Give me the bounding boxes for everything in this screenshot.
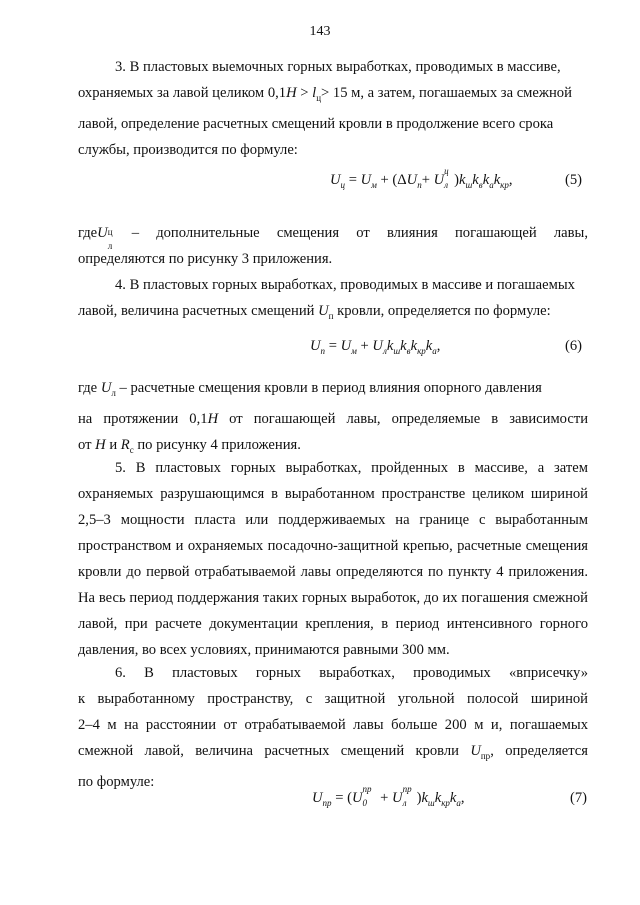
paragraph-6 [78,660,588,795]
paragraph-5 [78,455,588,663]
p3-line-2: охраняемых за лавой целиком $0,1H > l_ц> 15$ м, а затем, погашаемых за смежной [78,85,572,103]
p3-line-3: лавой, определение расчетных смещений кровли в продолжение всего срока [78,115,554,132]
where-clause-5 [78,220,588,272]
p6-line-1: 6. В пластовых горных выработках, проводимых «вприсечку» [115,665,588,681]
p3-line-4: службы, производится по формуле: [78,141,298,158]
p5-line-5: кровли до первой отрабатываемой лавы определяются по пункту 4 приложения. [78,564,588,580]
p5-line-6: На весь период поддержания таких горных выработок, до их погашения смежной [78,590,588,606]
w5-line-1: где U ц л – дополнительные смещения от влияния погашающей лавы, [78,225,588,251]
formula-5: $U_ц = U_м + (\Delta U_п+ U$ ц л )$k_шk_вk_ak_{кр}$, [330,166,513,190]
p6-line-5: по формуле: [78,773,155,790]
paragraph-4 [78,272,588,329]
p5-line-1: 5. В пластовых горных выработках, пройденных в массиве, а затем [115,460,588,476]
formula-6-number: (6) [565,338,583,354]
where-clause-6 [78,375,588,463]
w6-line-1: где $U_л$ – расчетные смещения кровли в период влияния опорного давления [78,380,542,398]
p5-line-3: 2,5–3 мощности пласта или поддерживаемых на границе с выработанным [78,512,588,528]
w6-line-3: от H и $R_c$ по рисунку 4 приложения. [78,436,301,455]
w6-line-2: на протяжении 0,1H от погашающей лавы, определяемые в зависимости [78,410,589,427]
paragraph-3 [78,54,588,163]
p6-line-2: к выработанному пространству, с защитной угольной полосой шириной [78,691,588,707]
page-number: 143 [309,24,331,39]
formula-5-number: (5) [565,172,583,188]
p5-line-4: пространством и охраняемых посадочно-защитной крепью, расчетные смещения [78,538,588,554]
p4-line-1: 4. В пластовых горных выработках, проводимых в массиве и погашаемых [115,277,575,293]
p5-line-2: охраняемых разрушающимся в выработанном пространстве целиком шириной [78,486,588,502]
p3-line-1: 3. В пластовых выемочных горных выработках, проводимых в массиве, [115,59,561,75]
p6-line-3: 2–4 м на расстоянии от отрабатываемой лавы больше 200 м и, погашаемых [78,717,588,733]
w5-line-2: определяются по рисунку 3 приложения. [78,251,333,267]
p5-line-8: давления, во всех условиях, принимаются равными 300 мм. [78,642,450,658]
p4-line-2: лавой, величина расчетных смещений $U_п$ кровли, определяется по формуле: [78,303,551,321]
p5-line-7: лавой, при расчете документации крепления, в период интенсивного горного [78,616,588,632]
p6-line-4: смежной лавой, величина расчетных смещений кровли $U_{пр}$, определяется [78,743,588,761]
formula-7-number: (7) [570,790,588,806]
formula-6: $U_п = U_м + U_лk_шk_вk_{кр}k_a$, [310,338,441,356]
formula-7: $U_{пр} = (U$ пр 0 + U пр л )$k_шk_{кр}k_a$, [312,784,465,808]
